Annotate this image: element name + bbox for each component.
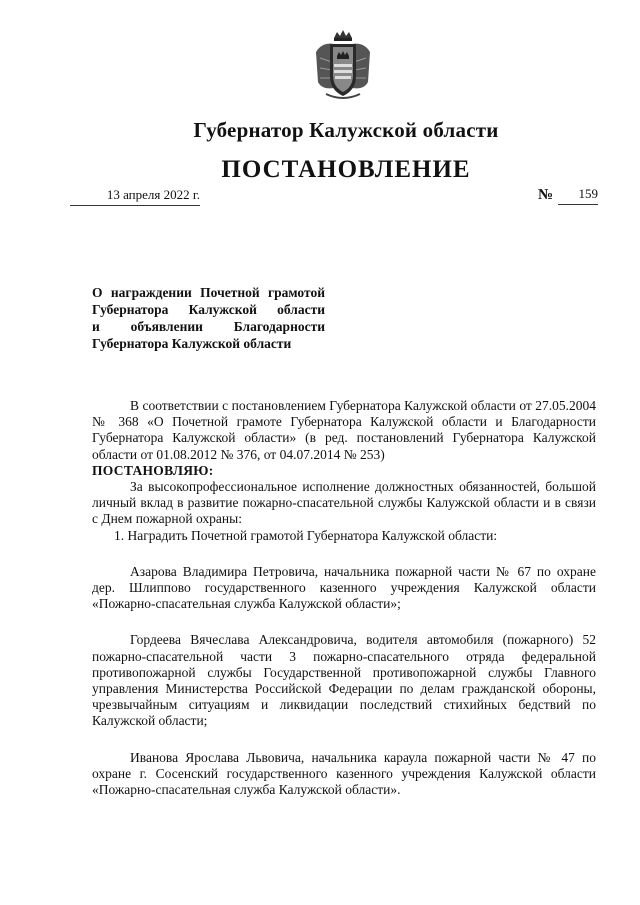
- award-item-1: 1. Наградить Почетной грамотой Губернатора Калужской области:: [114, 527, 498, 543]
- document-type-title: ПОСТАНОВЛЕНИЕ: [221, 156, 471, 183]
- awardee-paragraph: Иванова Ярослава Львовича, начальника караула пожарной части № 47 по охране г. Сосенский государственного казенного учреждения Калужской области «Пожарно-спасательная служба Калужской области».: [92, 749, 596, 798]
- document-number: 159: [558, 186, 598, 205]
- awardee-paragraph: Гордеева Вячеслава Александровича, водителя автомобиля (пожарного) 52 пожарно-спасательной части 3 пожарно-спасательного отряда федеральной противопожарной службы Государственной противопожарной службы Главного управления Министерства Российской Федерации по делам гражданской обороны, чрезвычайным ситуациям и ликвидации последствий стихийных бедствий по Калужской области;: [92, 632, 596, 729]
- subject-line: Губернатора Калужской области: [92, 302, 325, 317]
- awardee-paragraph: Азарова Владимира Петровича, начальника пожарной части № 67 по охране дер. Шлиппово государственного казенного учреждения Калужской области «Пожарно-спасательная служба Калужской области»;: [92, 563, 596, 612]
- document-date: 13 апреля 2022 г.: [70, 187, 200, 206]
- document-subject: [92, 284, 325, 352]
- issuing-authority: Губернатор Калужской области: [193, 118, 499, 142]
- coat-of-arms-icon: [312, 28, 374, 100]
- subject-line: О награждении Почетной грамотой: [92, 285, 325, 300]
- preamble-paragraph: В соответствии с постановлением Губернатора Калужской области от 27.05.2004 № 368 «О Почетной грамоте Губернатора Калужской области и Благодарности Губернатора Калужской области» (в ред. постановлений Губернатора Калужской области от 01.08.2012 № 376, от 04.07.2014 № 253): [92, 398, 596, 462]
- number-sign: №: [538, 187, 554, 203]
- decree-word: ПОСТАНОВЛЯЮ:: [92, 462, 214, 478]
- reason-paragraph: За высокопрофессиональное исполнение должностных обязанностей, большой личный вклад в развитие пожарно-спасательной службы Калужской области и в связи с Днем пожарной охраны:: [92, 479, 596, 527]
- subject-line: и объявлении Благодарности: [92, 319, 325, 334]
- document-body: [92, 398, 596, 798]
- subject-line: Губернатора Калужской области: [92, 336, 292, 351]
